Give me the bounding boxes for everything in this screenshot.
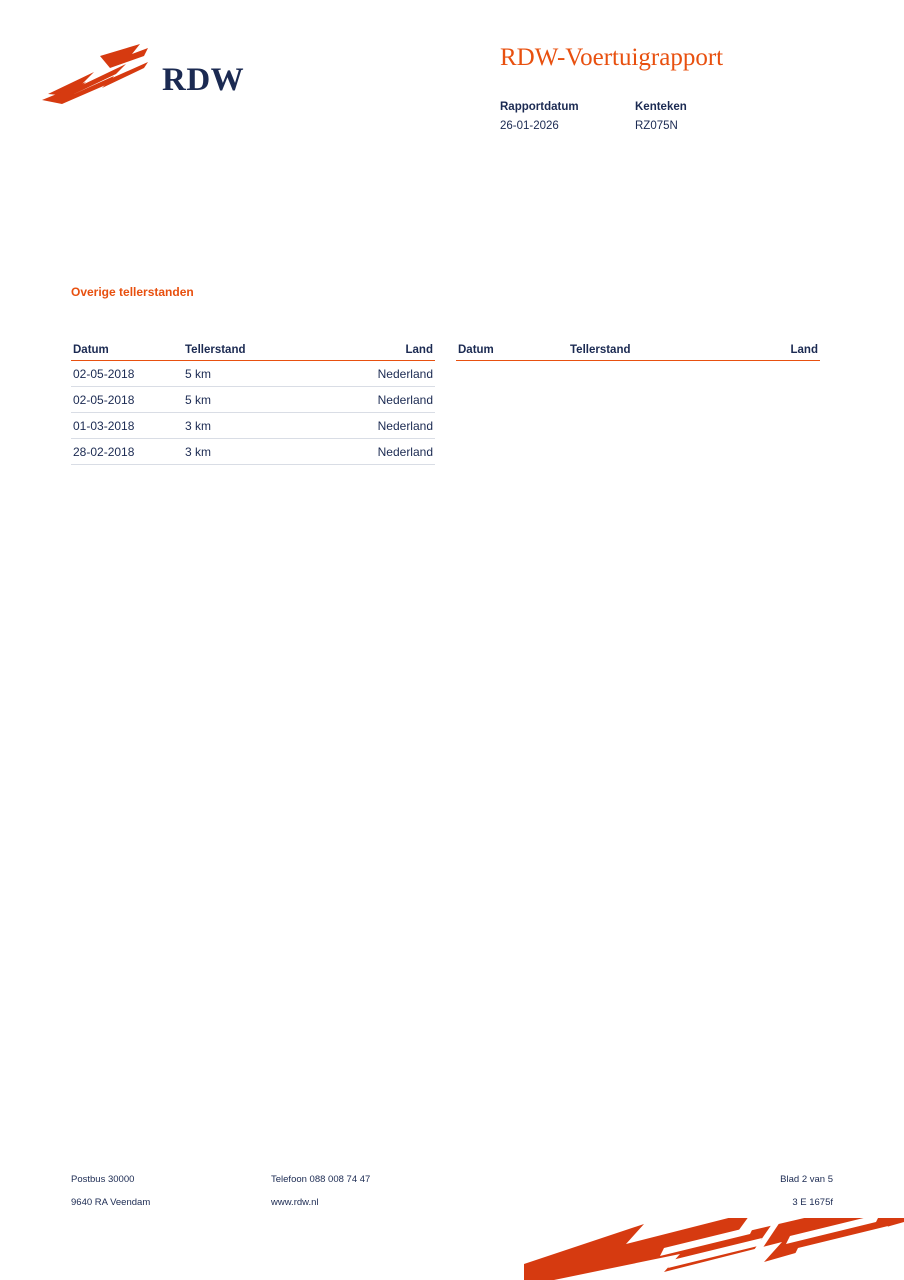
cell-tellerstand: 5 km xyxy=(183,387,323,413)
footer-city: 9640 RA Veendam xyxy=(71,1197,151,1208)
footer-phone: Telefoon 088 008 74 47 xyxy=(271,1174,371,1185)
table-row xyxy=(71,413,435,439)
footer-postbus: Postbus 30000 xyxy=(71,1174,135,1185)
footer-website[interactable]: www.rdw.nl xyxy=(271,1197,319,1208)
column-header-tellerstand: Tellerstand xyxy=(183,344,323,361)
report-meta xyxy=(500,98,840,136)
rdw-bottom-graphic-icon xyxy=(514,1218,904,1280)
cell-land: Nederland xyxy=(323,387,435,413)
report-date-value: 26-01-2026 xyxy=(500,120,559,132)
footer-row-2 xyxy=(71,1191,833,1214)
cell-datum: 02-05-2018 xyxy=(71,387,183,413)
cell-tellerstand: 3 km xyxy=(183,413,323,439)
tellerstanden-table-left xyxy=(71,344,435,465)
cell-land: Nederland xyxy=(323,439,435,465)
tellerstanden-table-right xyxy=(456,344,820,465)
rdw-logo-text: RDW xyxy=(162,62,245,98)
column-header-datum: Datum xyxy=(456,344,568,361)
cell-land: Nederland xyxy=(323,361,435,387)
table-row xyxy=(71,361,435,387)
table-body-left xyxy=(71,361,435,465)
cell-tellerstand: 5 km xyxy=(183,361,323,387)
footer-page-number: Blad 2 van 5 xyxy=(780,1174,833,1185)
page-footer xyxy=(71,1168,833,1214)
cell-datum: 01-03-2018 xyxy=(71,413,183,439)
table-header-row xyxy=(71,344,435,361)
table-header-row xyxy=(456,344,820,361)
cell-datum: 28-02-2018 xyxy=(71,439,183,465)
plate-value: RZ075N xyxy=(635,120,678,132)
cell-datum: 02-05-2018 xyxy=(71,361,183,387)
rdw-logo xyxy=(40,30,290,100)
report-meta-labels xyxy=(500,98,840,116)
cell-land: Nederland xyxy=(323,413,435,439)
tellerstanden-tables xyxy=(71,344,831,465)
cell-tellerstand: 3 km xyxy=(183,439,323,465)
page-title: RDW-Voertuigrapport xyxy=(500,44,724,71)
section-title-overige-tellerstanden: Overige tellerstanden xyxy=(71,285,194,299)
column-header-land: Land xyxy=(708,344,820,361)
column-header-land: Land xyxy=(323,344,435,361)
report-meta-values xyxy=(500,116,840,136)
table-body-right xyxy=(456,361,820,465)
footer-code: 3 E 1675f xyxy=(792,1197,833,1208)
rdw-swoosh-logo-icon xyxy=(40,42,150,104)
column-header-tellerstand: Tellerstand xyxy=(568,344,708,361)
report-date-label: Rapportdatum xyxy=(500,101,579,113)
table-row xyxy=(71,439,435,465)
table-row xyxy=(71,387,435,413)
column-header-datum: Datum xyxy=(71,344,183,361)
plate-label: Kenteken xyxy=(635,101,687,113)
footer-row-1 xyxy=(71,1168,833,1191)
